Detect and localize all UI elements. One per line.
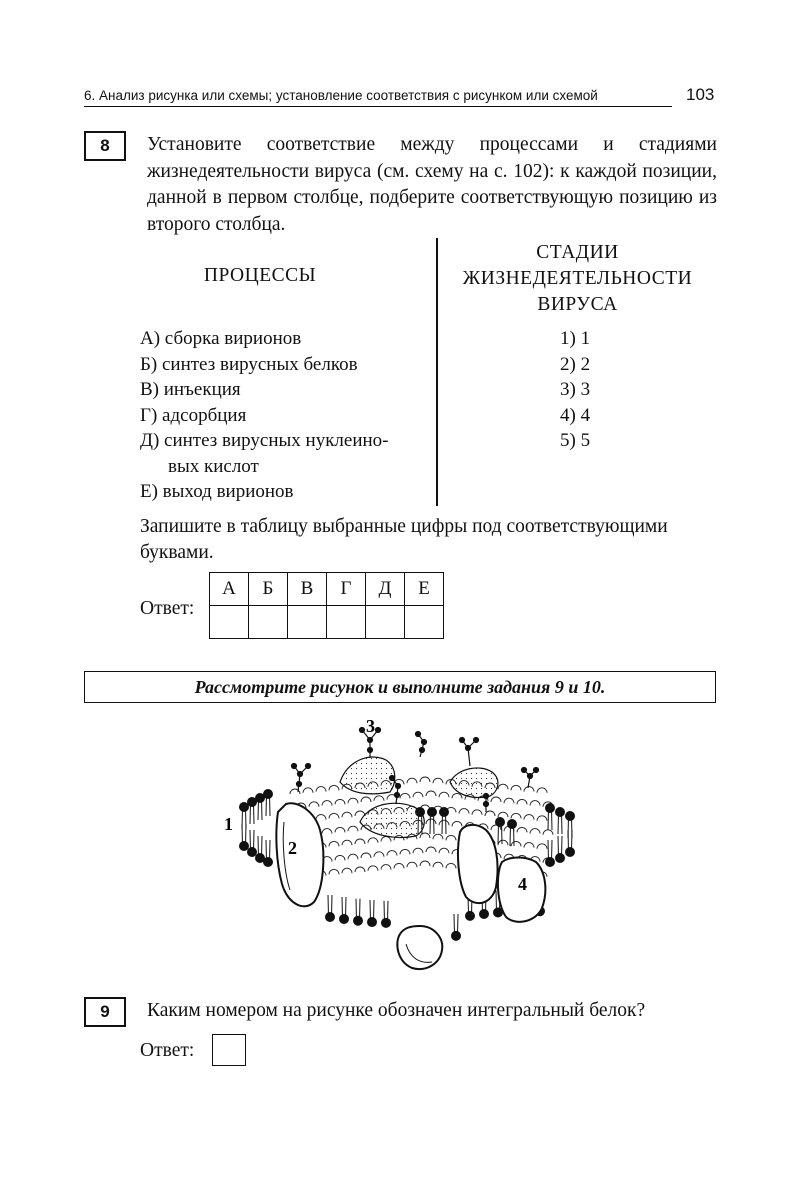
answer-cell-b[interactable] xyxy=(249,606,288,639)
stage-item: 4) 4 xyxy=(560,404,591,426)
stage-item: 3) 3 xyxy=(560,379,591,400)
task-8-question: Установите соответствие между процессами и стадиями жизнедеятельности вируса (см. схему на с. 102): к каждой позиции, данной в первом столбце, подберите соответствующую позицию из второго столбца. xyxy=(147,134,717,235)
stage-item: 2) 2 xyxy=(560,353,591,375)
answer-cell-d[interactable] xyxy=(366,606,405,639)
process-item: В) инъекция xyxy=(140,379,241,400)
task-9-answer-box[interactable] xyxy=(212,1034,246,1066)
task-8-instruction: Запишите в таблицу выбранные цифры под соответствующими буквами. xyxy=(140,516,668,563)
label-4: 4 xyxy=(518,874,527,894)
stages-header-line: ЖИЗНЕДЕЯТЕЛЬНОСТИ xyxy=(462,268,693,289)
task-9-number: 9 xyxy=(84,997,126,1027)
answer-letter: А xyxy=(210,573,249,606)
process-list xyxy=(140,326,440,505)
answer-table xyxy=(209,572,444,639)
stages-column-header xyxy=(445,240,710,318)
process-item: Е) выход вирионов xyxy=(140,481,294,502)
answer-cell-e[interactable] xyxy=(405,606,444,639)
label-1: 1 xyxy=(224,814,233,834)
task-9-question: Каким номером на рисунке обозначен интегральный белок? xyxy=(147,1000,646,1021)
stages-header-line: СТАДИИ xyxy=(536,242,619,263)
task-9-answer-label: Ответ: xyxy=(140,1040,195,1061)
answer-letter: Г xyxy=(327,573,366,606)
membrane-diagram xyxy=(220,712,600,980)
answer-letter: Д xyxy=(366,573,405,606)
task-8-number: 8 xyxy=(84,131,126,161)
answer-letter: Е xyxy=(405,573,444,606)
running-header: 6. Анализ рисунка или схемы; установление соответствия с рисунком или схемой xyxy=(84,88,672,107)
answer-cell-v[interactable] xyxy=(288,606,327,639)
process-item: Б) синтез вирусных белков xyxy=(140,353,358,375)
task-8-answer-label: Ответ: xyxy=(140,598,195,619)
process-item: А) сборка вирионов xyxy=(140,328,302,349)
answer-letter: Б xyxy=(249,573,288,606)
answer-letter: В xyxy=(288,573,327,606)
cell-membrane-figure xyxy=(220,712,600,980)
stages-header-line: ВИРУСА xyxy=(537,294,618,315)
process-item-continuation: вых кислот xyxy=(168,455,259,477)
processes-column-header: ПРОЦЕССЫ xyxy=(203,265,317,286)
process-item: Д) синтез вирусных нуклеино- xyxy=(140,430,389,451)
stage-item: 5) 5 xyxy=(560,430,591,451)
page-number: 103 xyxy=(686,85,715,104)
answer-cell-a[interactable] xyxy=(210,606,249,639)
stage-list xyxy=(560,326,590,454)
label-2: 2 xyxy=(288,838,297,858)
stage-item: 1) 1 xyxy=(560,328,591,349)
process-item: Г) адсорбция xyxy=(140,404,247,426)
label-3: 3 xyxy=(366,716,375,736)
instruction-banner: Рассмотрите рисунок и выполните задания 9 и 10. xyxy=(84,671,716,703)
answer-cell-g[interactable] xyxy=(327,606,366,639)
